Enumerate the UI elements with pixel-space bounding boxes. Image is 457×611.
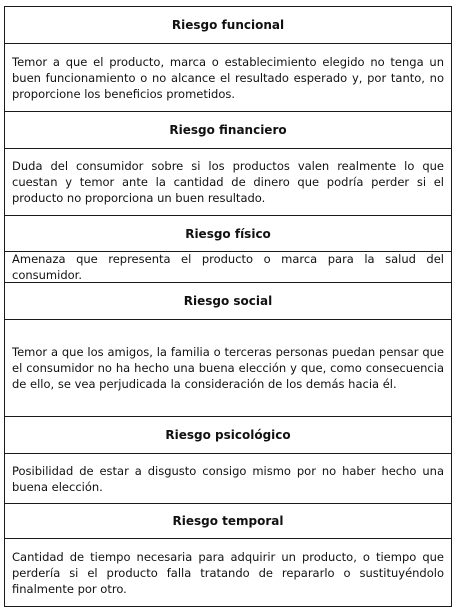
row-title-psychological <box>5 416 451 453</box>
title-psychological: Riesgo psicológico <box>165 428 291 442</box>
title-financial: Riesgo financiero <box>169 123 287 137</box>
desc-physical: Amenaza que representa el producto o marca para la salud del consumidor. <box>12 252 444 282</box>
row-desc-financial <box>5 148 451 215</box>
row-desc-functional <box>5 43 451 111</box>
desc-psychological: Posibilidad de estar a disgusto consigo mismo por no haber hecho una buena elección. <box>12 463 444 494</box>
title-social: Riesgo social <box>183 294 273 308</box>
row-title-social <box>5 282 451 319</box>
row-title-physical <box>5 215 451 251</box>
title-temporal: Riesgo temporal <box>172 514 284 528</box>
desc-social: Temor a que los amigos, la familia o terceras personas puedan pensar que el consumidor no ha hecho una buena elección y que, como consecuencia de ello, se vea perjudicada la consideración de los demás hacia él. <box>12 345 444 391</box>
desc-temporal: Cantidad de tiempo necesaria para adquirir un producto, o tiempo que perdería si el producto falla tratando de repararlo o sustituyéndolo finalmente por otro. <box>12 549 444 596</box>
risk-types-table <box>4 6 452 607</box>
row-title-financial <box>5 111 451 148</box>
title-physical: Riesgo físico <box>185 226 271 241</box>
row-desc-temporal <box>5 538 451 606</box>
row-title-functional <box>5 7 451 43</box>
row-desc-social <box>5 319 451 416</box>
row-desc-physical <box>5 251 451 282</box>
row-desc-psychological <box>5 453 451 503</box>
desc-functional: Temor a que el producto, marca o establecimiento elegido no tenga un buen funcionamiento o no alcance el resultado esperado y, por tanto, no proporcione los beneficios prometidos. <box>12 54 444 101</box>
title-functional: Riesgo funcional <box>171 18 285 32</box>
desc-financial: Duda del consumidor sobre si los productos valen realmente lo que cuestan y temor ante la cantidad de dinero que podría perder si el producto no proporciona un buen resultado. <box>12 159 444 205</box>
row-title-temporal <box>5 503 451 538</box>
